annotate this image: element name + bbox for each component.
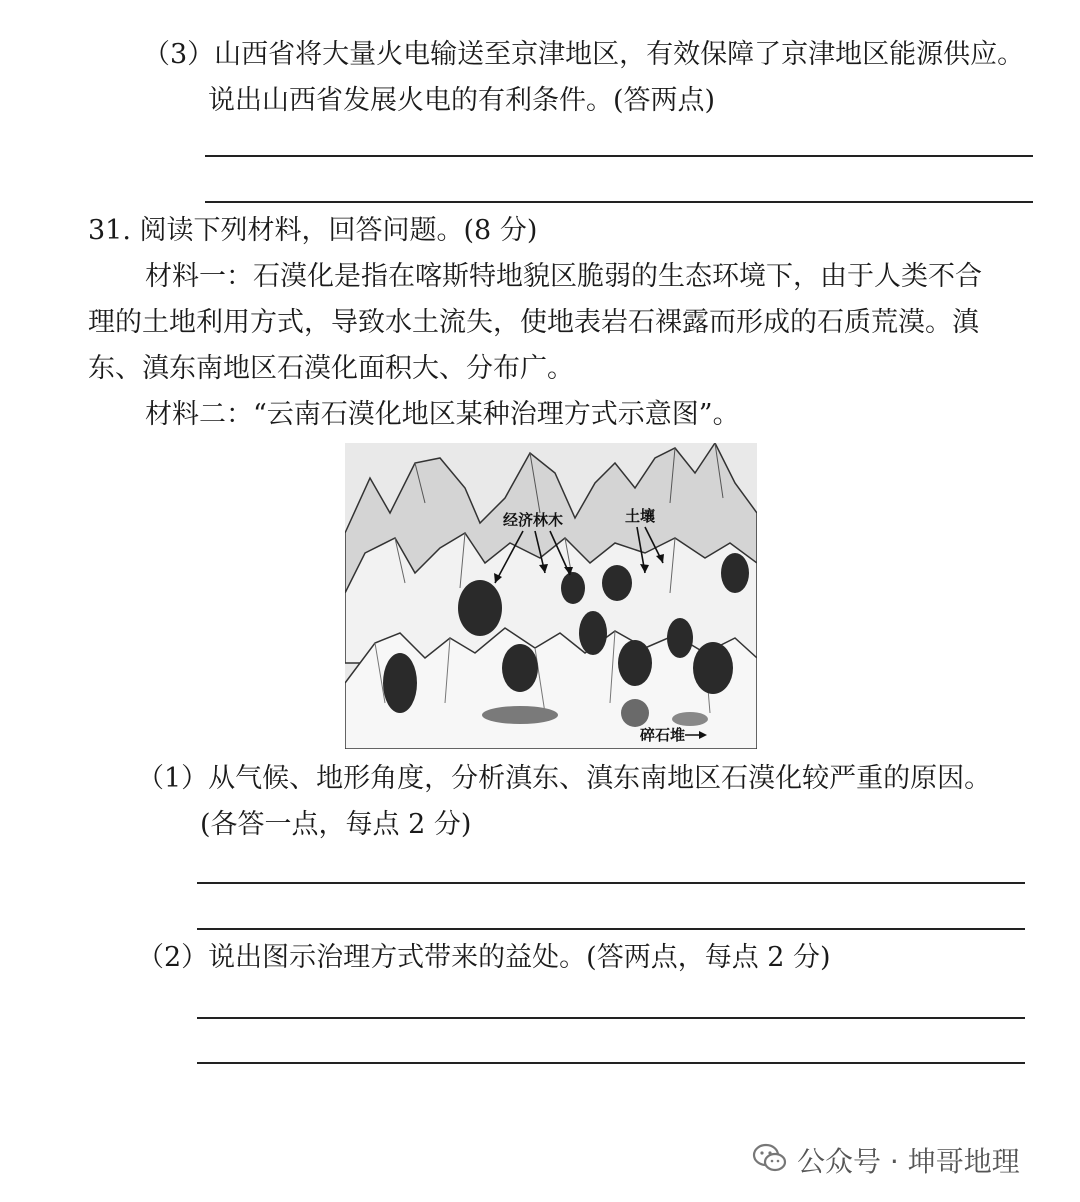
sub1-line2: (各答一点，每点 2 分): [200, 809, 472, 840]
label-soil: 土壤: [625, 507, 656, 525]
q31-header: 31. 阅读下列材料，回答问题。(8 分): [88, 215, 538, 246]
label-economic-trees: 经济林木: [503, 511, 564, 529]
sub1-line1: （1）从气候、地形角度，分析滇东、滇东南地区石漠化较严重的原因。: [137, 763, 992, 794]
q30-3-line2: 说出山西省发展火电的有利条件。(答两点): [208, 85, 716, 116]
wechat-icon: [752, 1140, 788, 1176]
answer-line[interactable]: [205, 155, 1033, 157]
answer-line[interactable]: [197, 928, 1025, 930]
material1-line1: 材料一：石漠化是指在喀斯特地貌区脆弱的生态环境下，由于人类不合: [145, 261, 982, 292]
watermark-text: 公众号 · 坤哥地理: [797, 1145, 1020, 1178]
sub2-line1: （2）说出图示治理方式带来的益处。(答两点，每点 2 分): [137, 942, 831, 973]
answer-line[interactable]: [197, 1062, 1025, 1064]
material1-line3: 东、滇东南地区石漠化面积大、分布广。: [88, 353, 574, 384]
rocky-desertification-figure: [345, 443, 757, 749]
q30-3-line1: （3）山西省将大量火电输送至京津地区，有效保障了京津地区能源供应。: [143, 39, 1025, 70]
answer-line[interactable]: [197, 882, 1025, 884]
answer-line[interactable]: [197, 1017, 1025, 1019]
answer-line[interactable]: [205, 201, 1033, 203]
label-rubble: 碎石堆: [640, 726, 686, 744]
material1-line2: 理的土地利用方式，导致水土流失，使地表岩石裸露而形成的石质荒漠。滇: [88, 307, 979, 338]
material2-line: 材料二：“云南石漠化地区某种治理方式示意图”。: [145, 399, 740, 430]
